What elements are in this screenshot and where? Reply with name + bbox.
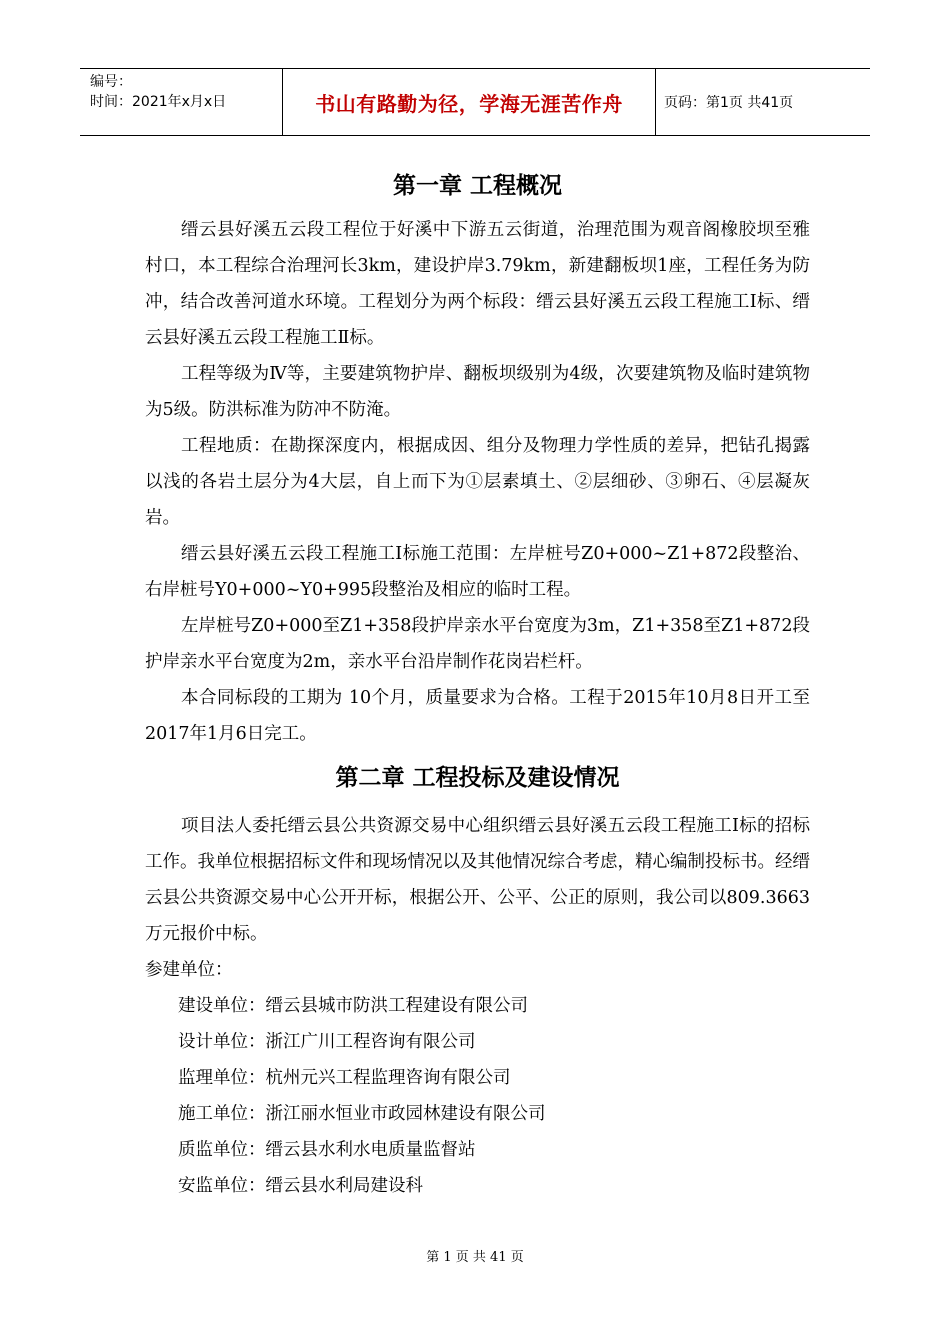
chapter-1-paragraph: 工程地质：在勘探深度内，根据成因、组分及物理力学性质的差异，把钻孔揭露以浅的各岩土层分为4大层，自上而下为①层素填土、②层细砂、③卵石、④层凝灰岩。 [145,436,810,528]
chapter-1-paragraph: 缙云县好溪五云段工程施工Ⅰ标施工范围：左岸桩号Z0+000~Z1+872段整治、右岸桩号Y0+000~Y0+995段整治及相应的临时工程。 [145,544,810,600]
page-header [80,68,870,136]
participant-unit: 监理单位：杭州元兴工程监理咨询有限公司 [178,1068,511,1088]
participants-label: 参建单位： [145,960,233,980]
document-number-label: 编号： [90,74,132,90]
participant-unit: 建设单位：缙云县城市防洪工程建设有限公司 [178,996,528,1016]
page-footer: 第 1 页 共 41 页 [426,1250,524,1265]
chapter-1-paragraph: 本合同标段的工期为 10个月，质量要求为合格。工程于2015年10月8日开工至2017年1月6日完工。 [145,688,810,744]
document-time-label: 时间：2021年x月x日 [90,94,227,110]
participant-unit: 设计单位：浙江广川工程咨询有限公司 [178,1032,476,1052]
document-body [145,166,810,1204]
chapter-1-title: 第一章 工程概况 [392,173,562,199]
header-meta [80,69,282,135]
header-motto: 书山有路勤为径，学海无涯苦作舟 [282,69,656,135]
chapter-2-title: 第二章 工程投标及建设情况 [335,765,620,791]
chapter-1-paragraph: 左岸桩号Z0+000至Z1+358段护岸亲水平台宽度为3m，Z1+358至Z1+872段护岸亲水平台宽度为2m，亲水平台沿岸制作花岗岩栏杆。 [145,616,810,672]
header-page-info: 页码：第1页 共41页 [664,95,794,111]
participant-unit: 质监单位：缙云县水利水电质量监督站 [178,1140,476,1160]
participant-unit: 施工单位：浙江丽水恒业市政园林建设有限公司 [178,1104,546,1124]
chapter-1-paragraph: 工程等级为Ⅳ等，主要建筑物护岸、翻板坝级别为4级，次要建筑物及临时建筑物为5级。防洪标准为防冲不防淹。 [145,364,810,420]
chapter-2-paragraph: 项目法人委托缙云县公共资源交易中心组织缙云县好溪五云段工程施工Ⅰ标的招标工作。我单位根据招标文件和现场情况以及其他情况综合考虑，精心编制投标书。经缙云县公共资源交易中心公开开标，根据公开、公平、公正的原则，我公司以809.3663万元报价中标。 [145,816,810,944]
participant-unit: 安监单位：缙云县水利局建设科 [178,1176,423,1196]
chapter-1-paragraph: 缙云县好溪五云段工程位于好溪中下游五云街道，治理范围为观音阁橡胶坝至雅村口，本工程综合治理河长3km，建设护岸3.79km，新建翻板坝1座，工程任务为防冲，结合改善河道水环境。工程划分为两个标段：缙云县好溪五云段工程施工Ⅰ标、缙云县好溪五云段工程施工Ⅱ标。 [145,220,810,348]
